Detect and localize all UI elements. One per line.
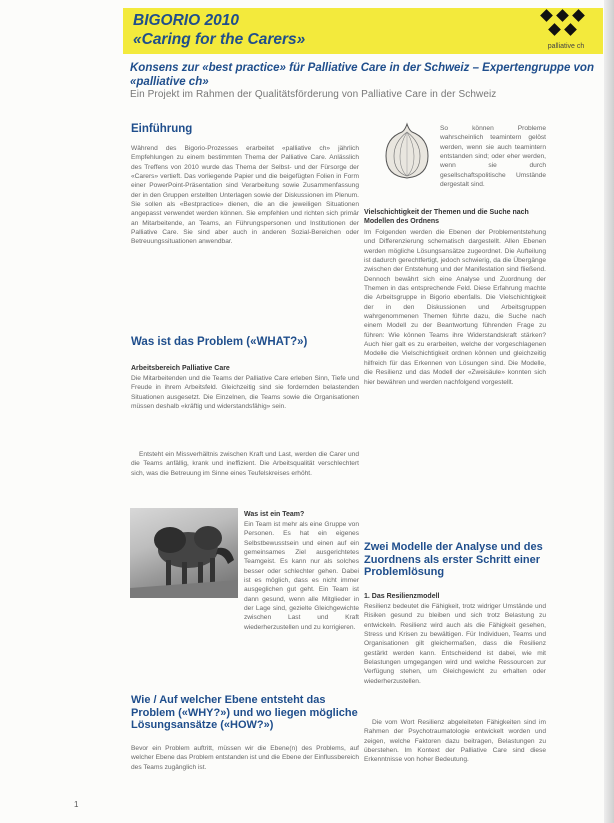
zwei-modelle-heading: Zwei Modelle der Analyse und des Zuordnens als erster Schritt einer Problemlösung (364, 541, 543, 578)
what-text-1: Die Mitarbeitenden und die Teams der Palliative Care erleben Sinn, Tiefe und Freude in ihrem Arbeitsfeld. Gleichzeitig sind sie fordernden belastenden Situationen ausgesetzt. Die Einzelnen, die Teams sowie die Organisationen müssen deshalb «kräftig und widerstandsfähig» sein. (131, 375, 359, 411)
why-text: Bevor ein Problem auftritt, müssen wir die Ebene(n) des Problems, auf welcher Ebene das Problem entstanden ist und die Ebene der Einflussbereich des Teams zugänglich ist. (131, 745, 359, 771)
vielschichtigkeit-text: Im Folgenden werden die Ebenen der Problementstehung und Differenzierung schematisch dargestellt. Allen Ebenen werden mögliche Lösungsansätze zugeordnet. Die Aufteilung ist dadurch gerechtfertigt, jedoch schwierig, da die Übergänge zwischen der Entstehung und der Manifestation sind fließend. Dennoch bewährt sich eine Analyse und Zuordnung der Themen in das entsprechende Feld. Diese Erfahrung machte die Arbeitsgruppe in Bigorio ebenfalls. Die Vielschichtigkeit der in den Diskussionen und Arbeitsgruppen wahrgenommenen Themen führte dazu, die Suche nach einem Modell zu der Beantwortung führenden Frage zu führen: Wie können Teams ihre Widerstandskraft stärken? Auch hier galt es zu erarbeiten, welche der vorgeschlagenen Modelle die Vielschichtigkeit ordnen können und gleichzeitig hilfreich für das Erkennen von Lösungen sind. Die Modelle, die Resilienz und das Modell der «Zweisäule» konnten sich hier bewähren und werden nachfolgend vorgestellt. (364, 229, 546, 386)
vielschichtigkeit-subhead: Vielschichtigkeit der Themen und die Suche nach Modellen des Ordnens (364, 209, 529, 225)
logo-diamonds-icon (536, 10, 594, 40)
document-subtitle: Konsens zur «best practice» für Palliative Care in der Schweiz – Expertengruppe von «palliative ch» (130, 62, 594, 88)
logo-text: palliative ch (547, 43, 585, 50)
right-intro-text: So können Probleme wahrscheinlich teamintern gelöst werden, wenn sie auch teamintern entstanden sind; oder eher werden, wenn sie durch gesellschaftspolitische Umstände dergestalt sind. (440, 125, 546, 189)
arbeitsbereich-subhead: Arbeitsbereich Palliative Care (131, 365, 230, 372)
onion-icon (382, 122, 432, 180)
event-subtitle: «Caring for the Carers» (133, 31, 306, 48)
einfuehrung-text: Während des Bigorio-Prozesses erarbeitet «palliative ch» jährlich Empfehlungen zu einem bestimmten Thema der Palliative Care. Anlässlich des Treffens von 2010 wurde das Thema der Selbst- und der Fürsorge der «Carers» vertieft. Das vorliegende Papier und die beigefügten Folien in Form einer PowerPoint-Präsentation sind Verarbeitung sowie Zusammenfassung der in den Gruppen erstellten Unterlagen sowie der Diskussionen im Plenum. Sie sollen als «Bestpractice» dienen, die an die jeweiligen Situationen angepasst verwendet werden können. Sie empfehlen und richten sich primär an Mitarbeitende, an Teams, an Führungspersonen und Institutionen der Palliative Care. Sie sind aber auch in anderen Sozial-Bereichen oder Betreuungssituationen anwendbar. (131, 145, 359, 246)
why-heading: Wie / Auf welcher Ebene entsteht das Problem («WHY?») und wo liegen mögliche Lösungsansätze («HOW?») (131, 694, 358, 731)
page-number: 1 (74, 800, 79, 809)
resilienzmodell-subhead: 1. Das Resilienzmodell (364, 593, 440, 600)
team-subhead: Was ist ein Team? (244, 511, 305, 518)
scan-edge (604, 0, 614, 823)
what-heading: Was ist das Problem («WHAT?») (131, 336, 308, 348)
team-text-side: Ein Team ist mehr als eine Gruppe von Personen. Es hat ein eigenes Selbstbewusstsein und einen auf ein gemeinsames Ziel ausgerichtetes Teamgeist. Es kann nur als solches besser oder schlechter gehen. Dabei ist es möglich, dass es nicht immer ausgeglichen gut geht. Ein Team ist dann gesund, wenn alle Mitglieder in der Lage sind, gezielte Gleichgewichte zwischen Last und Kraft wiederherzustellen und zu korrigieren. (244, 521, 359, 631)
event-title: BIGORIO 2010 (133, 12, 239, 29)
header-banner (123, 8, 603, 54)
palliative-ch-logo (536, 10, 594, 50)
einfuehrung-heading: Einführung (131, 123, 193, 135)
resilienz-text-1: Resilienz bedeutet die Fähigkeit, trotz widriger Umstände und Risiken gesund zu bleiben und sich trotz Belastung zu entwickeln. Resilienz wird auch als die Fähigkeit gesehen, Stress und Krisen zu bewältigen. Für Individuen, Teams und Organisationen gilt gleichermaßen, dass die Resilienz gestärkt werden kann. Entscheidend ist dabei, wie mit Belastungen umgegangen wird und welche Ressourcen zur Verfügung stehen, um Gleichgewicht zu erhalten oder wiederherzustellen. (364, 603, 546, 685)
photo-donkey-with-load (130, 508, 238, 598)
resilienz-text-2: Die vom Wort Resilienz abgeleiteten Fähigkeiten sind im Rahmen der Psychotraumatologie entwickelt worden und zeigen, welche Faktoren dazu beitragen, Belastungen zu überstehen. Im Kontext der Palliative Care sind diese Erkenntnisse von hoher Bedeutung. (364, 719, 546, 764)
document-tagline: Ein Projekt im Rahmen der Qualitätsförderung von Palliative Care in der Schweiz (130, 89, 497, 100)
what-text-2: Entsteht ein Missverhältnis zwischen Kraft und Last, werden die Carer und die Teams anfällig, krank und ineffizient. Die Arbeitsqualität verschlechtert sich, was die Betreuung im Sinne eines Teufelskreises erhöht. (131, 451, 359, 477)
